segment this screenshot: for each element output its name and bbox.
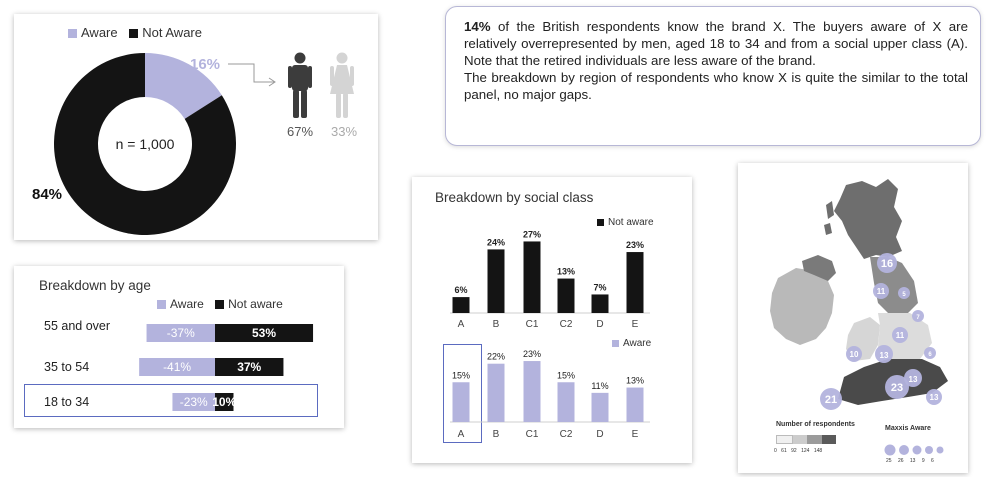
legend-tick: 124 [801,448,810,454]
legend-tick: 92 [791,448,797,454]
map-legend-scale [776,435,836,444]
social-bar-not-aware [592,294,609,313]
legend-tick: 148 [813,448,823,454]
scale-step [793,435,808,444]
age-diverging-bar-chart [14,266,344,428]
age-label-not-aware: 53% [252,326,277,340]
social-tick-label: C2 [559,429,573,440]
summary-paragraph-2: The breakdown by region of respondents who know X is quite the similar to the total panel, no major gaps. [464,70,968,102]
aware-pct: 16% [190,56,221,73]
male-icon [285,52,315,120]
age-card [14,266,344,428]
summary-lead: 14% [464,19,491,34]
age-title: Breakdown by age [39,278,151,293]
map-legend-title: Number of respondents [776,421,855,428]
region-bubble-label: 5 [902,292,906,298]
social-legend-aware: Aware [623,338,652,349]
age-label-aware: -23% [179,395,208,409]
social-bar-aware [592,393,609,422]
map-aware-ticks [886,458,934,464]
legend-tick: 0 [774,448,777,454]
social-tick-label: E [631,429,639,440]
social-bar-aware [627,388,644,422]
social-bar-not-aware [453,297,470,313]
scale-step [807,435,822,444]
social-value-not-aware: 13% [556,266,576,277]
age-row-label: 18 to 34 [44,395,90,409]
social-tick-label: B [492,429,500,440]
social-tick-label: B [492,319,500,330]
not-aware-pct: 84% [32,186,63,203]
legend-tick: 61 [781,448,787,454]
social-value-not-aware: 27% [522,229,542,240]
age-label-aware: -41% [163,360,192,374]
social-card [412,177,692,463]
aware-tick: 13 [909,458,916,464]
social-class-bar-chart [412,177,692,463]
social-bar-aware [488,364,505,422]
map-aware-title: Maxxis Aware [885,425,931,432]
female-pct: 33% [331,124,358,139]
aware-tick: 6 [931,458,934,464]
social-bar-not-aware [558,279,575,313]
age-label-not-aware: 10% [212,395,237,409]
social-title: Breakdown by social class [435,190,594,205]
summary-box [445,6,981,146]
aware-tick: 9 [921,458,925,464]
social-bar-aware [524,361,541,422]
social-value-aware: 15% [451,370,471,381]
map-card [738,163,968,473]
social-tick-label: D [596,319,604,330]
map-aware-dots [882,443,952,457]
aware-tick: 25 [886,458,892,464]
region-bubble-label: 21 [824,394,838,406]
social-bar-not-aware [488,249,505,313]
social-bar-not-aware [524,241,541,313]
female-icon [327,52,357,120]
legend-aware: Aware [81,25,118,40]
age-row-label: 35 to 54 [44,360,90,374]
age-label-not-aware: 37% [237,360,262,374]
region-bubble-label: 23 [890,382,904,394]
age-label-aware: -37% [166,326,195,340]
summary-paragraph-1 [464,18,968,69]
region-bubble-label: 13 [879,351,889,360]
region-bubble-label: 7 [916,315,920,321]
social-value-aware: 23% [522,349,542,360]
social-value-not-aware: 24% [486,237,506,248]
age-legend-not-aware: Not aware [228,297,283,311]
social-tick-label: C1 [525,429,539,440]
region-bubble-label: 13 [929,393,939,402]
social-value-aware: 22% [486,351,506,362]
scale-step [776,435,793,444]
region-bubble-label: 6 [928,352,932,358]
social-tick-label: A [457,319,465,330]
summary-text-1: of the British respondents know the brand X. The buyers aware of X are relatively overrepresented by men, aged 18 to 34 and from a social upper class (A). Note that the retired individuals are less aware of the brand. [464,19,968,68]
social-tick-label: E [631,319,639,330]
legend-not-aware: Not Aware [142,25,202,40]
region-bubble-label: 16 [880,258,894,270]
social-bar-aware [453,382,470,422]
aware-tick: 26 [897,458,904,464]
region-bubble-label: 13 [908,375,918,384]
arrow-icon [226,60,286,100]
social-bar-not-aware [627,252,644,313]
awareness-card [14,14,378,240]
social-tick-label: C1 [525,319,539,330]
scale-step [822,435,837,444]
social-tick-label: C2 [559,319,573,330]
awareness-donut-chart [14,14,378,240]
social-value-aware: 15% [556,370,576,381]
social-value-not-aware: 6% [454,285,468,296]
social-value-not-aware: 23% [625,240,645,251]
social-tick-label: D [596,429,604,440]
age-row-label: 55 and over [44,319,111,333]
region-bubble-label: 10 [849,350,859,359]
map-legend-ticks [774,448,822,454]
age-legend-aware: Aware [170,297,204,311]
region-bubble-label: 11 [876,287,886,296]
donut-center-label: n = 1,000 [115,136,175,152]
male-pct: 67% [287,124,314,139]
social-value-not-aware: 7% [593,282,607,293]
social-bar-aware [558,382,575,422]
region-bubble-label: 11 [895,331,905,340]
social-value-aware: 13% [625,375,645,386]
map-bubbles [738,163,968,413]
social-legend-not-aware: Not aware [608,217,654,228]
social-tick-label: A [457,429,465,440]
social-value-aware: 11% [591,380,609,391]
